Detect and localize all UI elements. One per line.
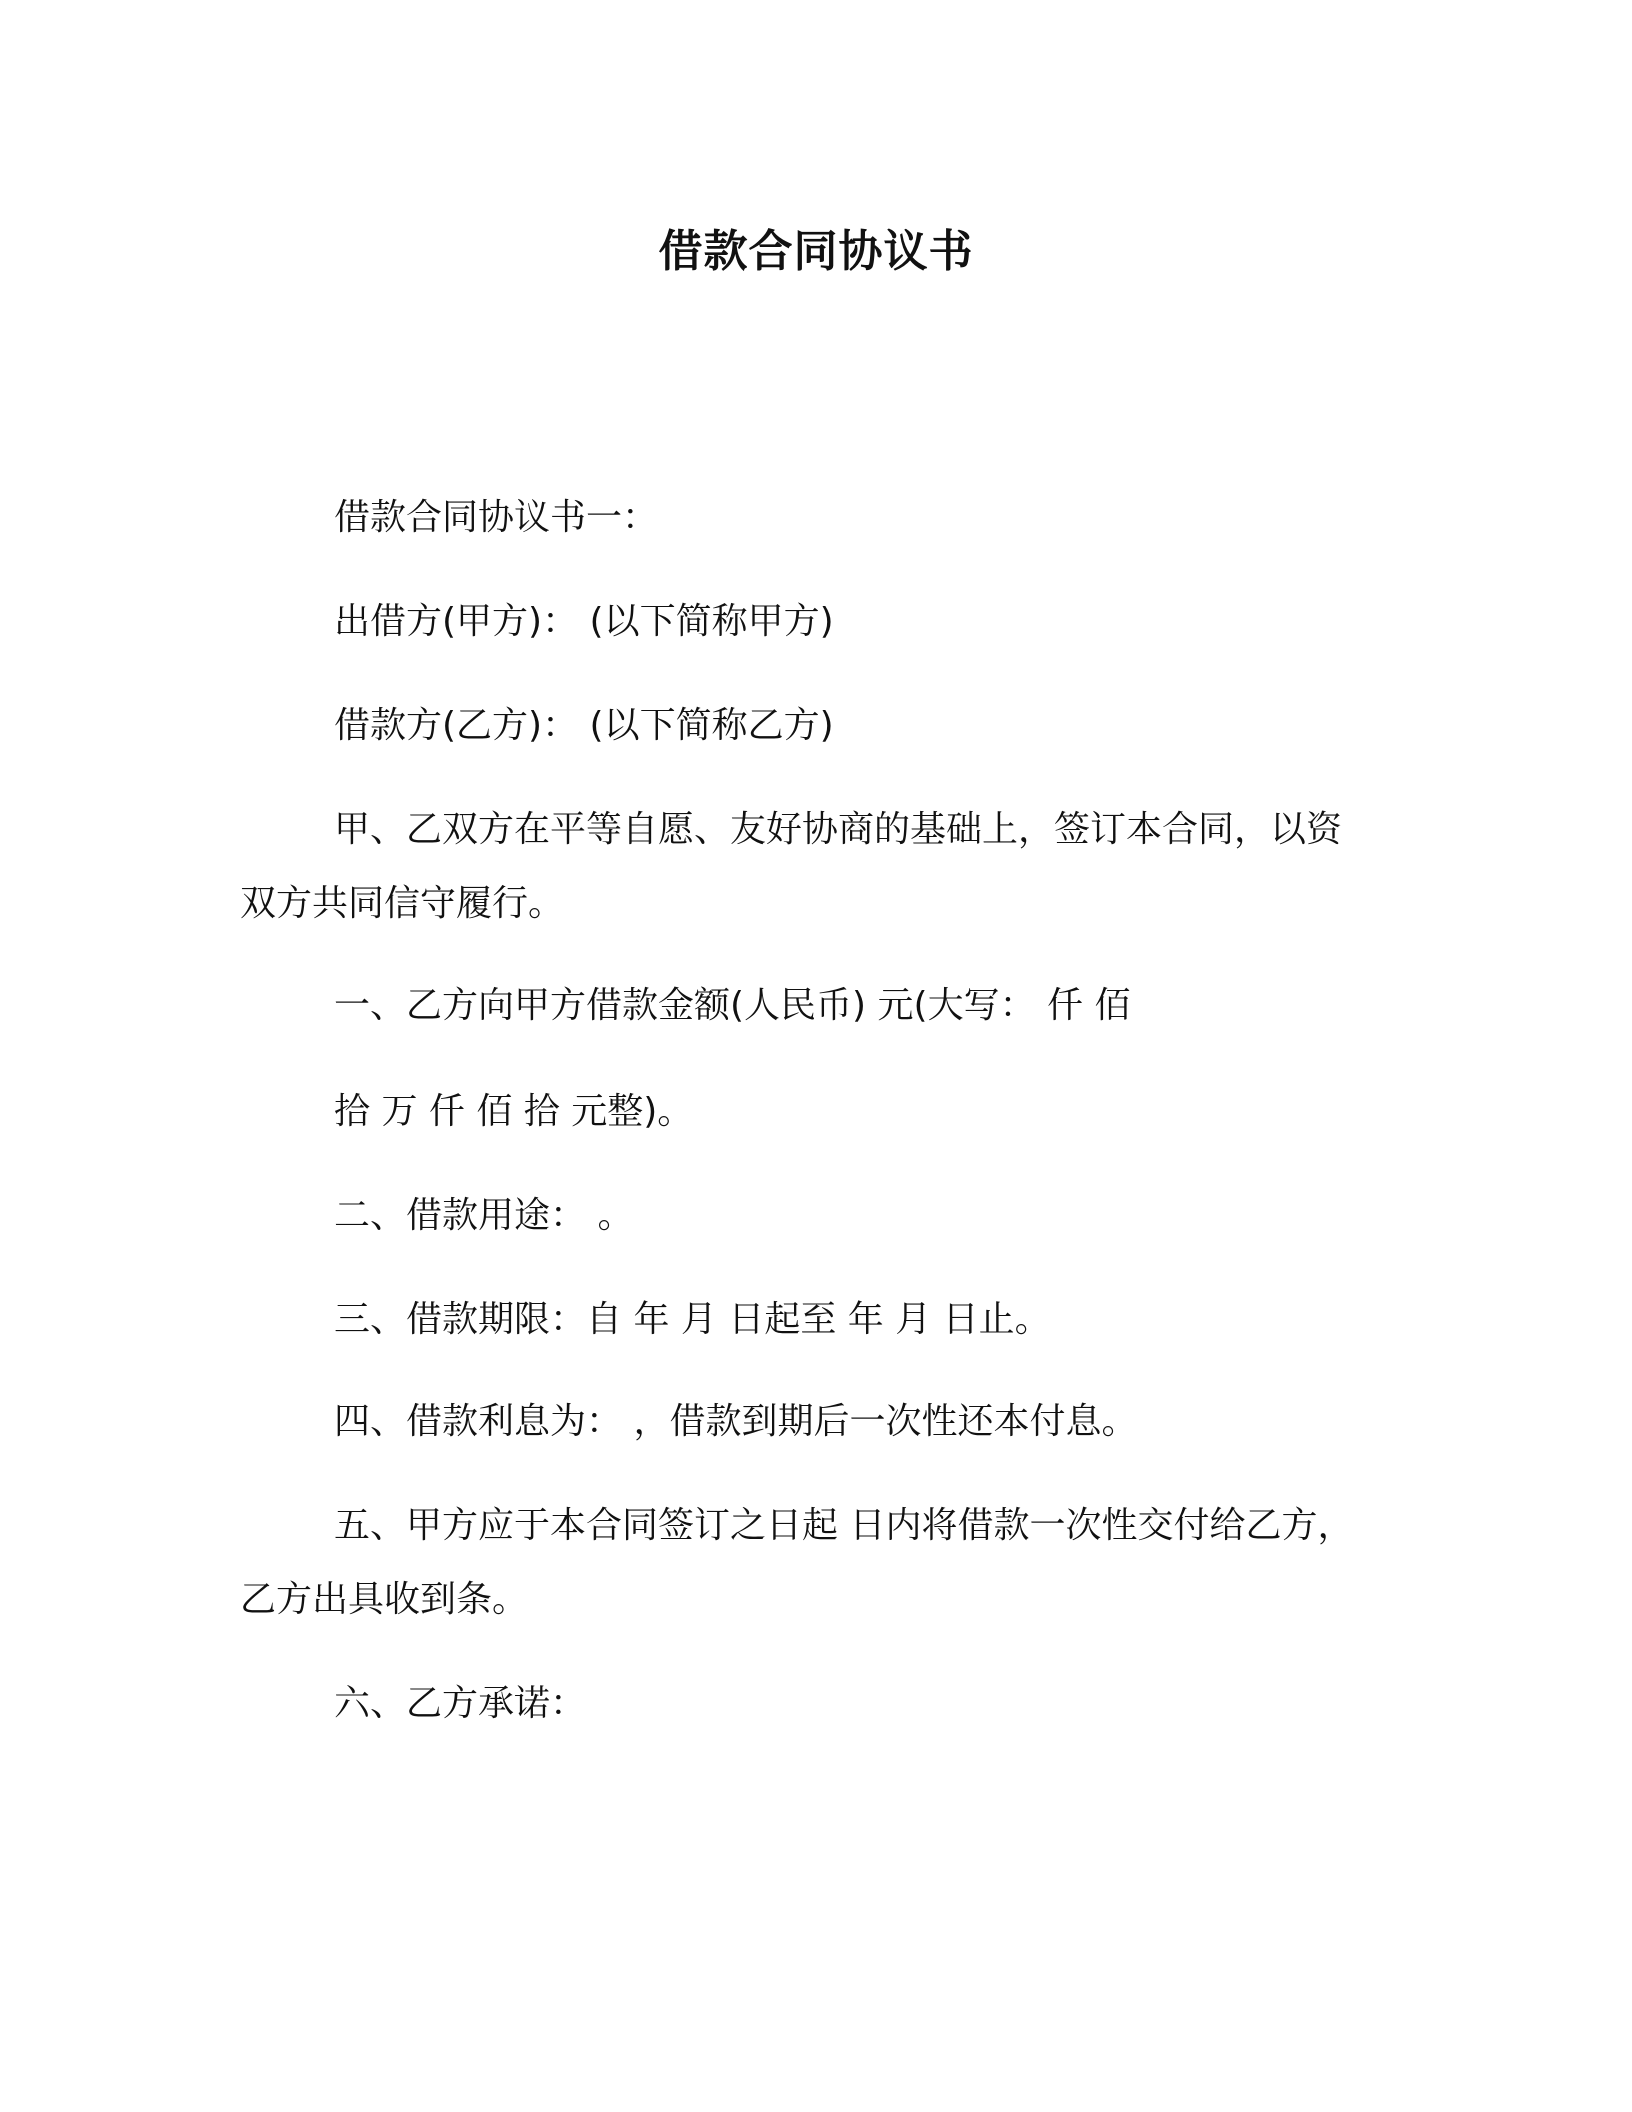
section-heading: 借款合同协议书一： (334, 497, 659, 538)
paragraph-line: 甲、乙双方在平等自愿、友好协商的基础上，签订本合同，以资 (334, 809, 1343, 850)
paragraph-line: 双方共同信守履行。 (240, 883, 565, 924)
clause-1-line: 拾 万 仟 佰 拾 元整)。 (334, 1091, 694, 1132)
clause-1-line: 一、乙方向甲方借款金额(人民币) 元(大写： 仟 佰 (334, 985, 1131, 1026)
clause-2-line: 二、借款用途： 。 (334, 1195, 634, 1236)
clause-5-line: 乙方出具收到条。 (240, 1579, 529, 1620)
clause-5-line: 五、甲方应于本合同签订之日起 日内将借款一次性交付给乙方， (334, 1505, 1354, 1546)
borrower-line: 借款方(乙方)： (以下简称乙方) (334, 705, 834, 746)
lender-line: 出借方(甲方)： (以下简称甲方) (334, 601, 834, 642)
clause-3-line: 三、借款期限：自 年 月 日起至 年 月 日止。 (334, 1299, 1051, 1340)
document-title: 借款合同协议书 (658, 226, 974, 277)
clause-4-line: 四、借款利息为： ，借款到期后一次性还本付息。 (334, 1401, 1138, 1442)
clause-6-line: 六、乙方承诺： (334, 1683, 587, 1724)
